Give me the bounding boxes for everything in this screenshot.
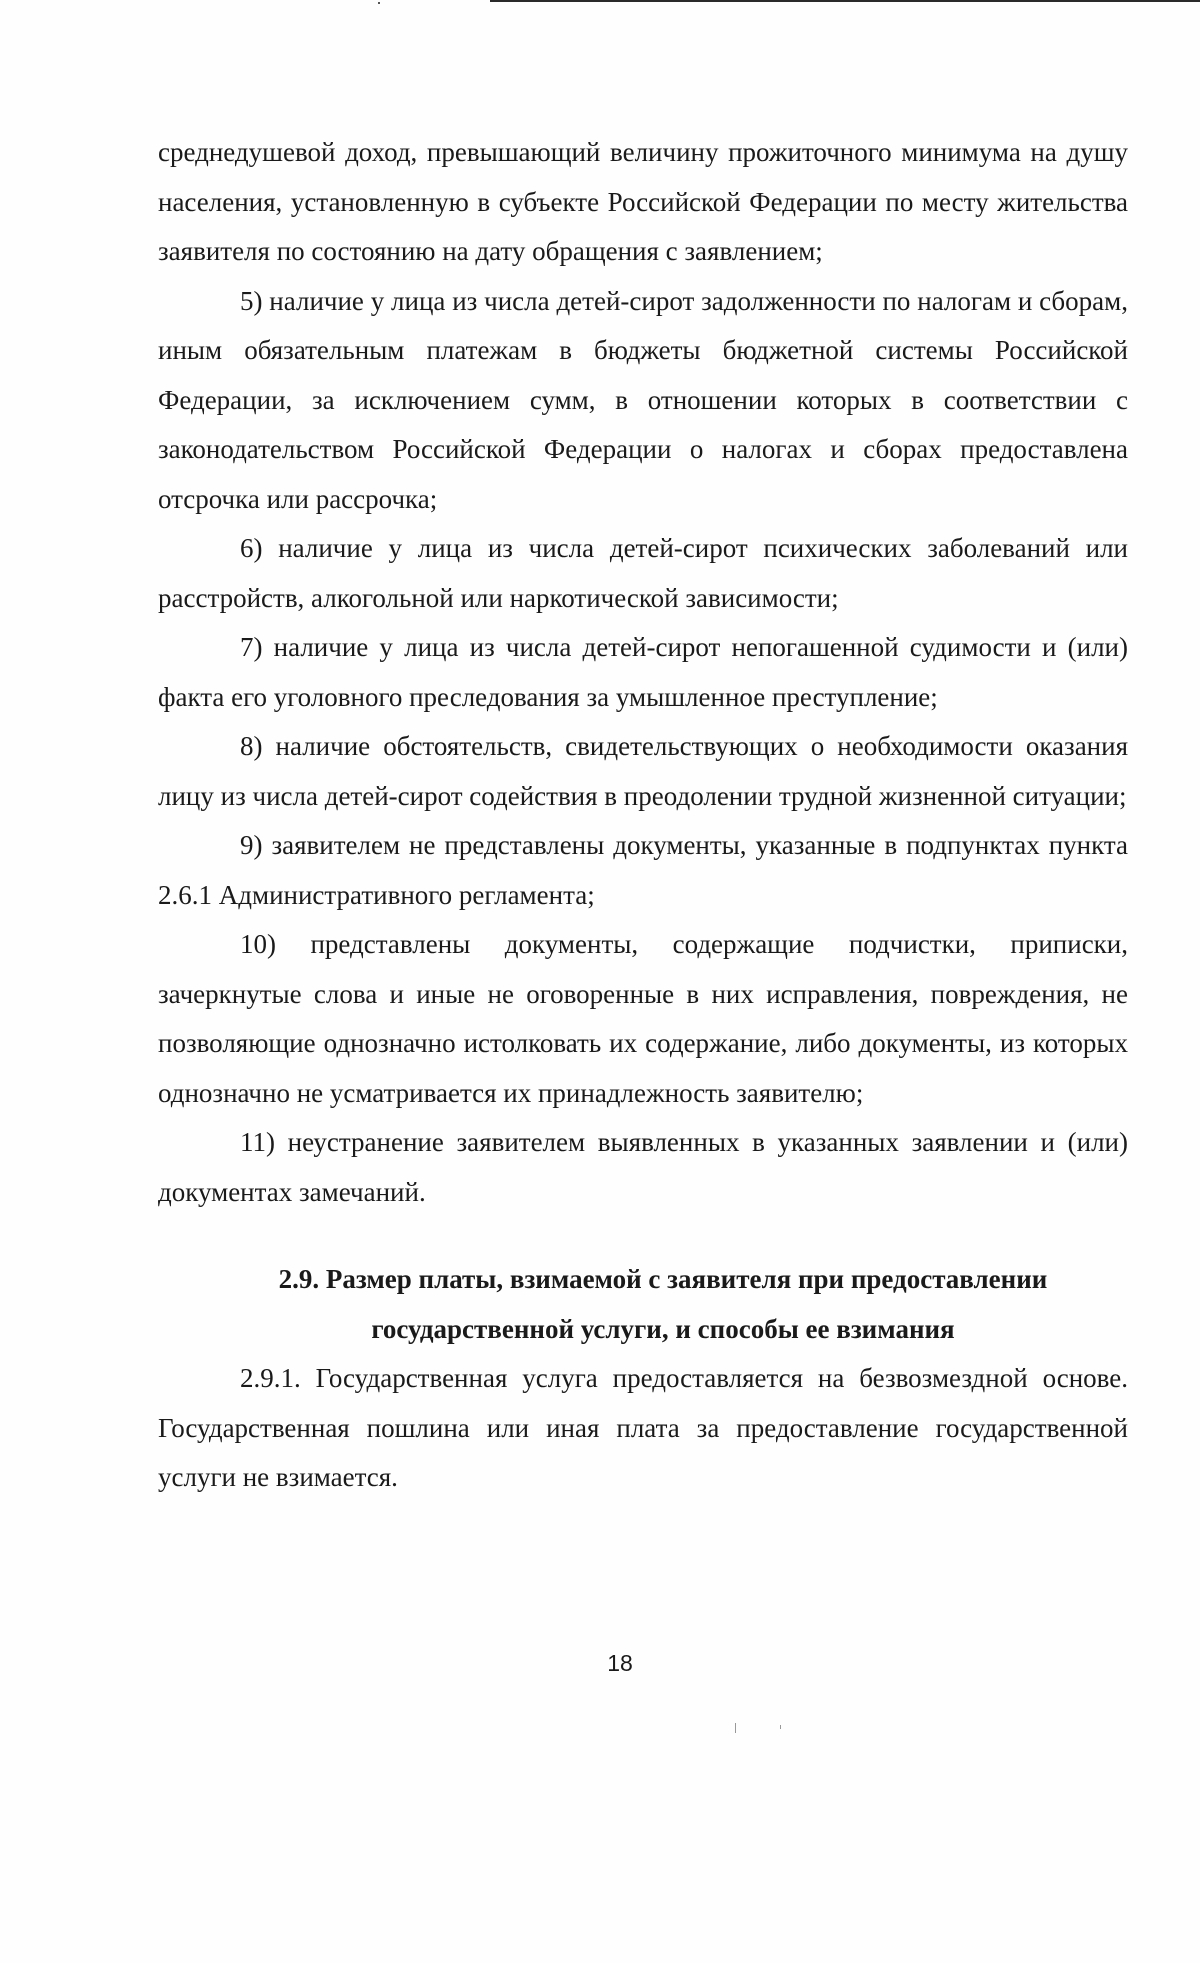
scan-speck — [735, 1723, 736, 1733]
paragraph-item-9: 9) заявителем не представлены документы, указанные в подпунктах пункта 2.6.1 Административного регламента; — [158, 830, 1128, 910]
paragraph-item-10: 10) представлены документы, содержащие подчистки, приписки, зачеркнутые слова и иные не оговоренные в них исправления, повреждения, не позволяющие однозначно истолковать их содержание, либо документы, из которых однозначно не усматривается их принадлежность заявителю; — [158, 929, 1128, 1108]
paragraph-item-5: 5) наличие у лица из числа детей-сирот задолженности по налогам и сборам, иным обязательным платежам в бюджеты бюджетной системы Российской Федерации, за исключением сумм, в отношении которых в соответствии с законодательством Российской Федерации о налогах и сборах предоставлена отсрочка или рассрочка; — [158, 285, 1128, 514]
scan-speck — [780, 1725, 781, 1729]
paragraph-item-7: 7) наличие у лица из числа детей-сирот непогашенной судимости и (или) факта его уголовного преследования за умышленное преступление; — [158, 632, 1128, 712]
section-heading — [158, 1255, 1128, 1354]
paragraph-item-8: 8) наличие обстоятельств, свидетельствующих о необходимости оказания лицу из числа детей-сирот содействия в преодолении трудной жизненной ситуации; — [158, 731, 1128, 811]
section-paragraph: 2.9.1. Государственная услуга предоставляется на безвозмездной основе. Государственная пошлина или иная плата за предоставление государственной услуги не взимается. — [158, 1363, 1128, 1492]
scan-speck — [378, 2, 380, 4]
document-body — [158, 128, 1128, 1503]
section-heading-line-1: 2.9. Размер платы, взимаемой с заявителя при предоставлении — [278, 1264, 1048, 1294]
paragraph-continuation: среднедушевой доход, превышающий величину прожиточного минимума на душу населения, установленную в субъекте Российской Федерации по месту жительства заявителя по состоянию на дату обращения с заявлением; — [158, 137, 1128, 266]
paragraph-item-11: 11) неустранение заявителем выявленных в указанных заявлении и (или) документах замечаний. — [158, 1127, 1128, 1207]
paragraph-item-6: 6) наличие у лица из числа детей-сирот психических заболеваний или расстройств, алкогольной или наркотической зависимости; — [158, 533, 1128, 613]
page-number: 18 — [607, 1650, 633, 1676]
section-heading-line-2: государственной услуги, и способы ее взимания — [371, 1313, 955, 1344]
scan-edge-line — [490, 0, 1200, 2]
